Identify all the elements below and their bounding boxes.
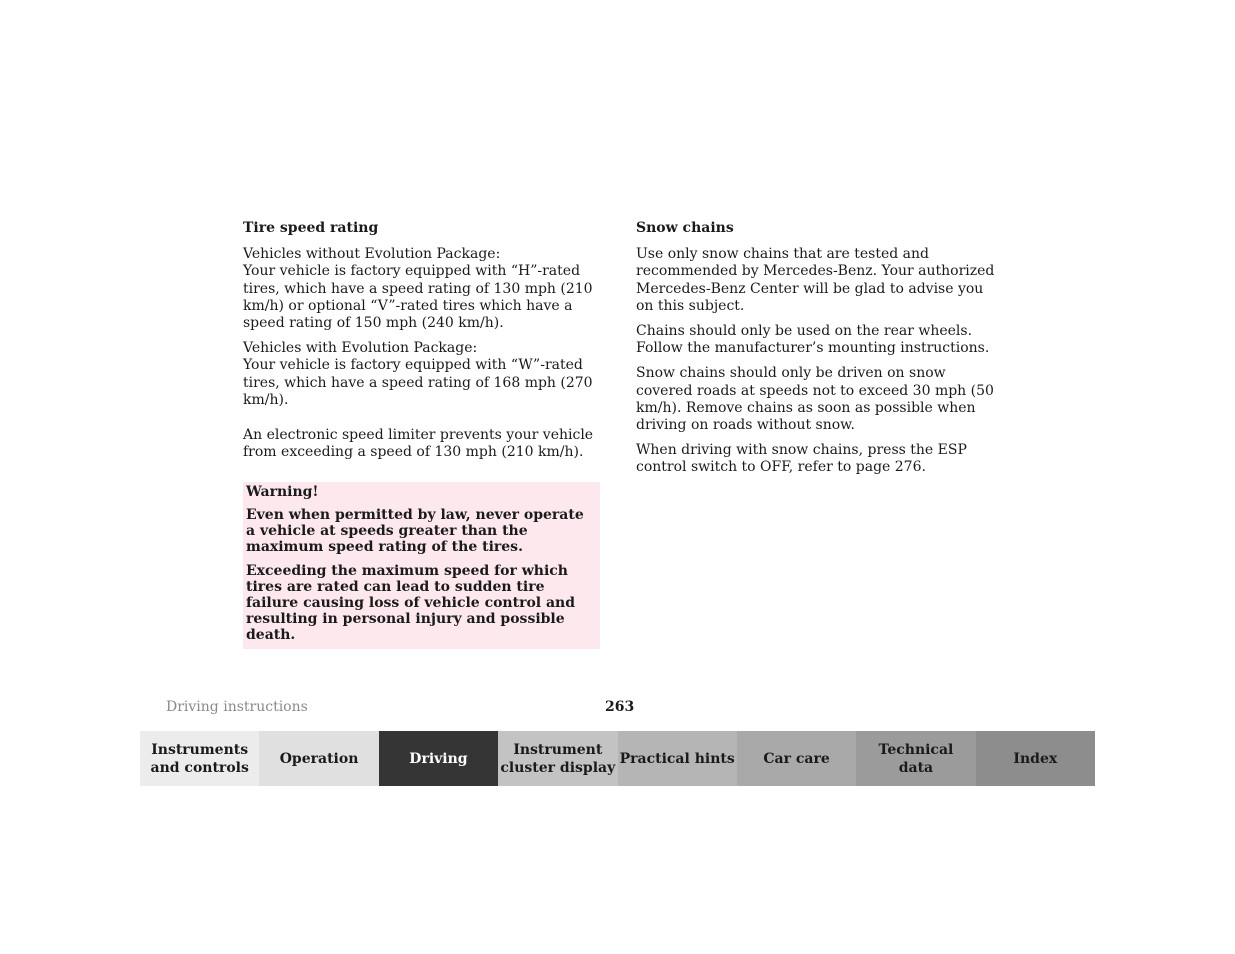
snow-chains-paragraph-1: Use only snow chains that are tested and recommended by Mercedes-Benz. Your authorized Mercedes-Benz Center will be glad to advise you on this subject. [636,246,995,314]
tab-driving[interactable]: Driving [379,731,498,786]
snow-chains-paragraph-2: Chains should only be used on the rear wheels. Follow the manufacturer’s mounting instructions. [636,323,990,357]
with-evolution-paragraph: Vehicles with Evolution Package: Your vehicle is factory equipped with “W”-rated tires, which have a speed rating of 168 mph (270 km/h). [243,340,593,408]
tire-speed-rating-heading: Tire speed rating [243,220,379,236]
warning-title: Warning! [246,484,319,501]
speed-limiter-paragraph: An electronic speed limiter prevents your vehicle from exceeding a speed of 130 mph (210 km/h). [243,427,594,461]
snow-chains-paragraph-3: Snow chains should only be driven on snow covered roads at speeds not to exceed 30 mph (50 km/h). Remove chains as soon as possible when driving on roads without snow. [636,365,994,434]
footer-section-title: Driving instructions [166,699,308,715]
tab-operation[interactable]: Operation [259,731,378,786]
page-number: 263 [605,699,635,715]
left-column [243,220,603,649]
snow-chains-heading: Snow chains [636,220,734,236]
tab-technical-data[interactable]: Technical data [856,731,975,786]
snow-chains-paragraph-4: When driving with snow chains, press the ESP control switch to OFF, refer to page 276. [636,442,967,476]
warning-box [243,482,600,649]
tab-index[interactable]: Index [976,731,1095,786]
warning-paragraph-2: Exceeding the maximum speed for which tires are rated can lead to sudden tire failure causing loss of vehicle control and resulting in personal injury and possible death. [246,563,576,644]
right-column [636,220,996,485]
tab-instruments-and-controls[interactable]: Instruments and controls [140,731,259,786]
chapter-nav [140,731,1095,786]
tab-car-care[interactable]: Car care [737,731,856,786]
warning-paragraph-1: Even when permitted by law, never operate a vehicle at speeds greater than the maximum speed rating of the tires. [246,507,584,556]
tab-practical-hints[interactable]: Practical hints [618,731,737,786]
tab-instrument-cluster-display[interactable]: Instrument cluster display [498,731,617,786]
without-evolution-paragraph: Vehicles without Evolution Package: Your vehicle is factory equipped with “H”-rated tires, which have a speed rating of 130 mph (210 km/h) or optional “V”-rated tires which have a speed rating of 150 mph (240 km/h). [243,246,593,332]
